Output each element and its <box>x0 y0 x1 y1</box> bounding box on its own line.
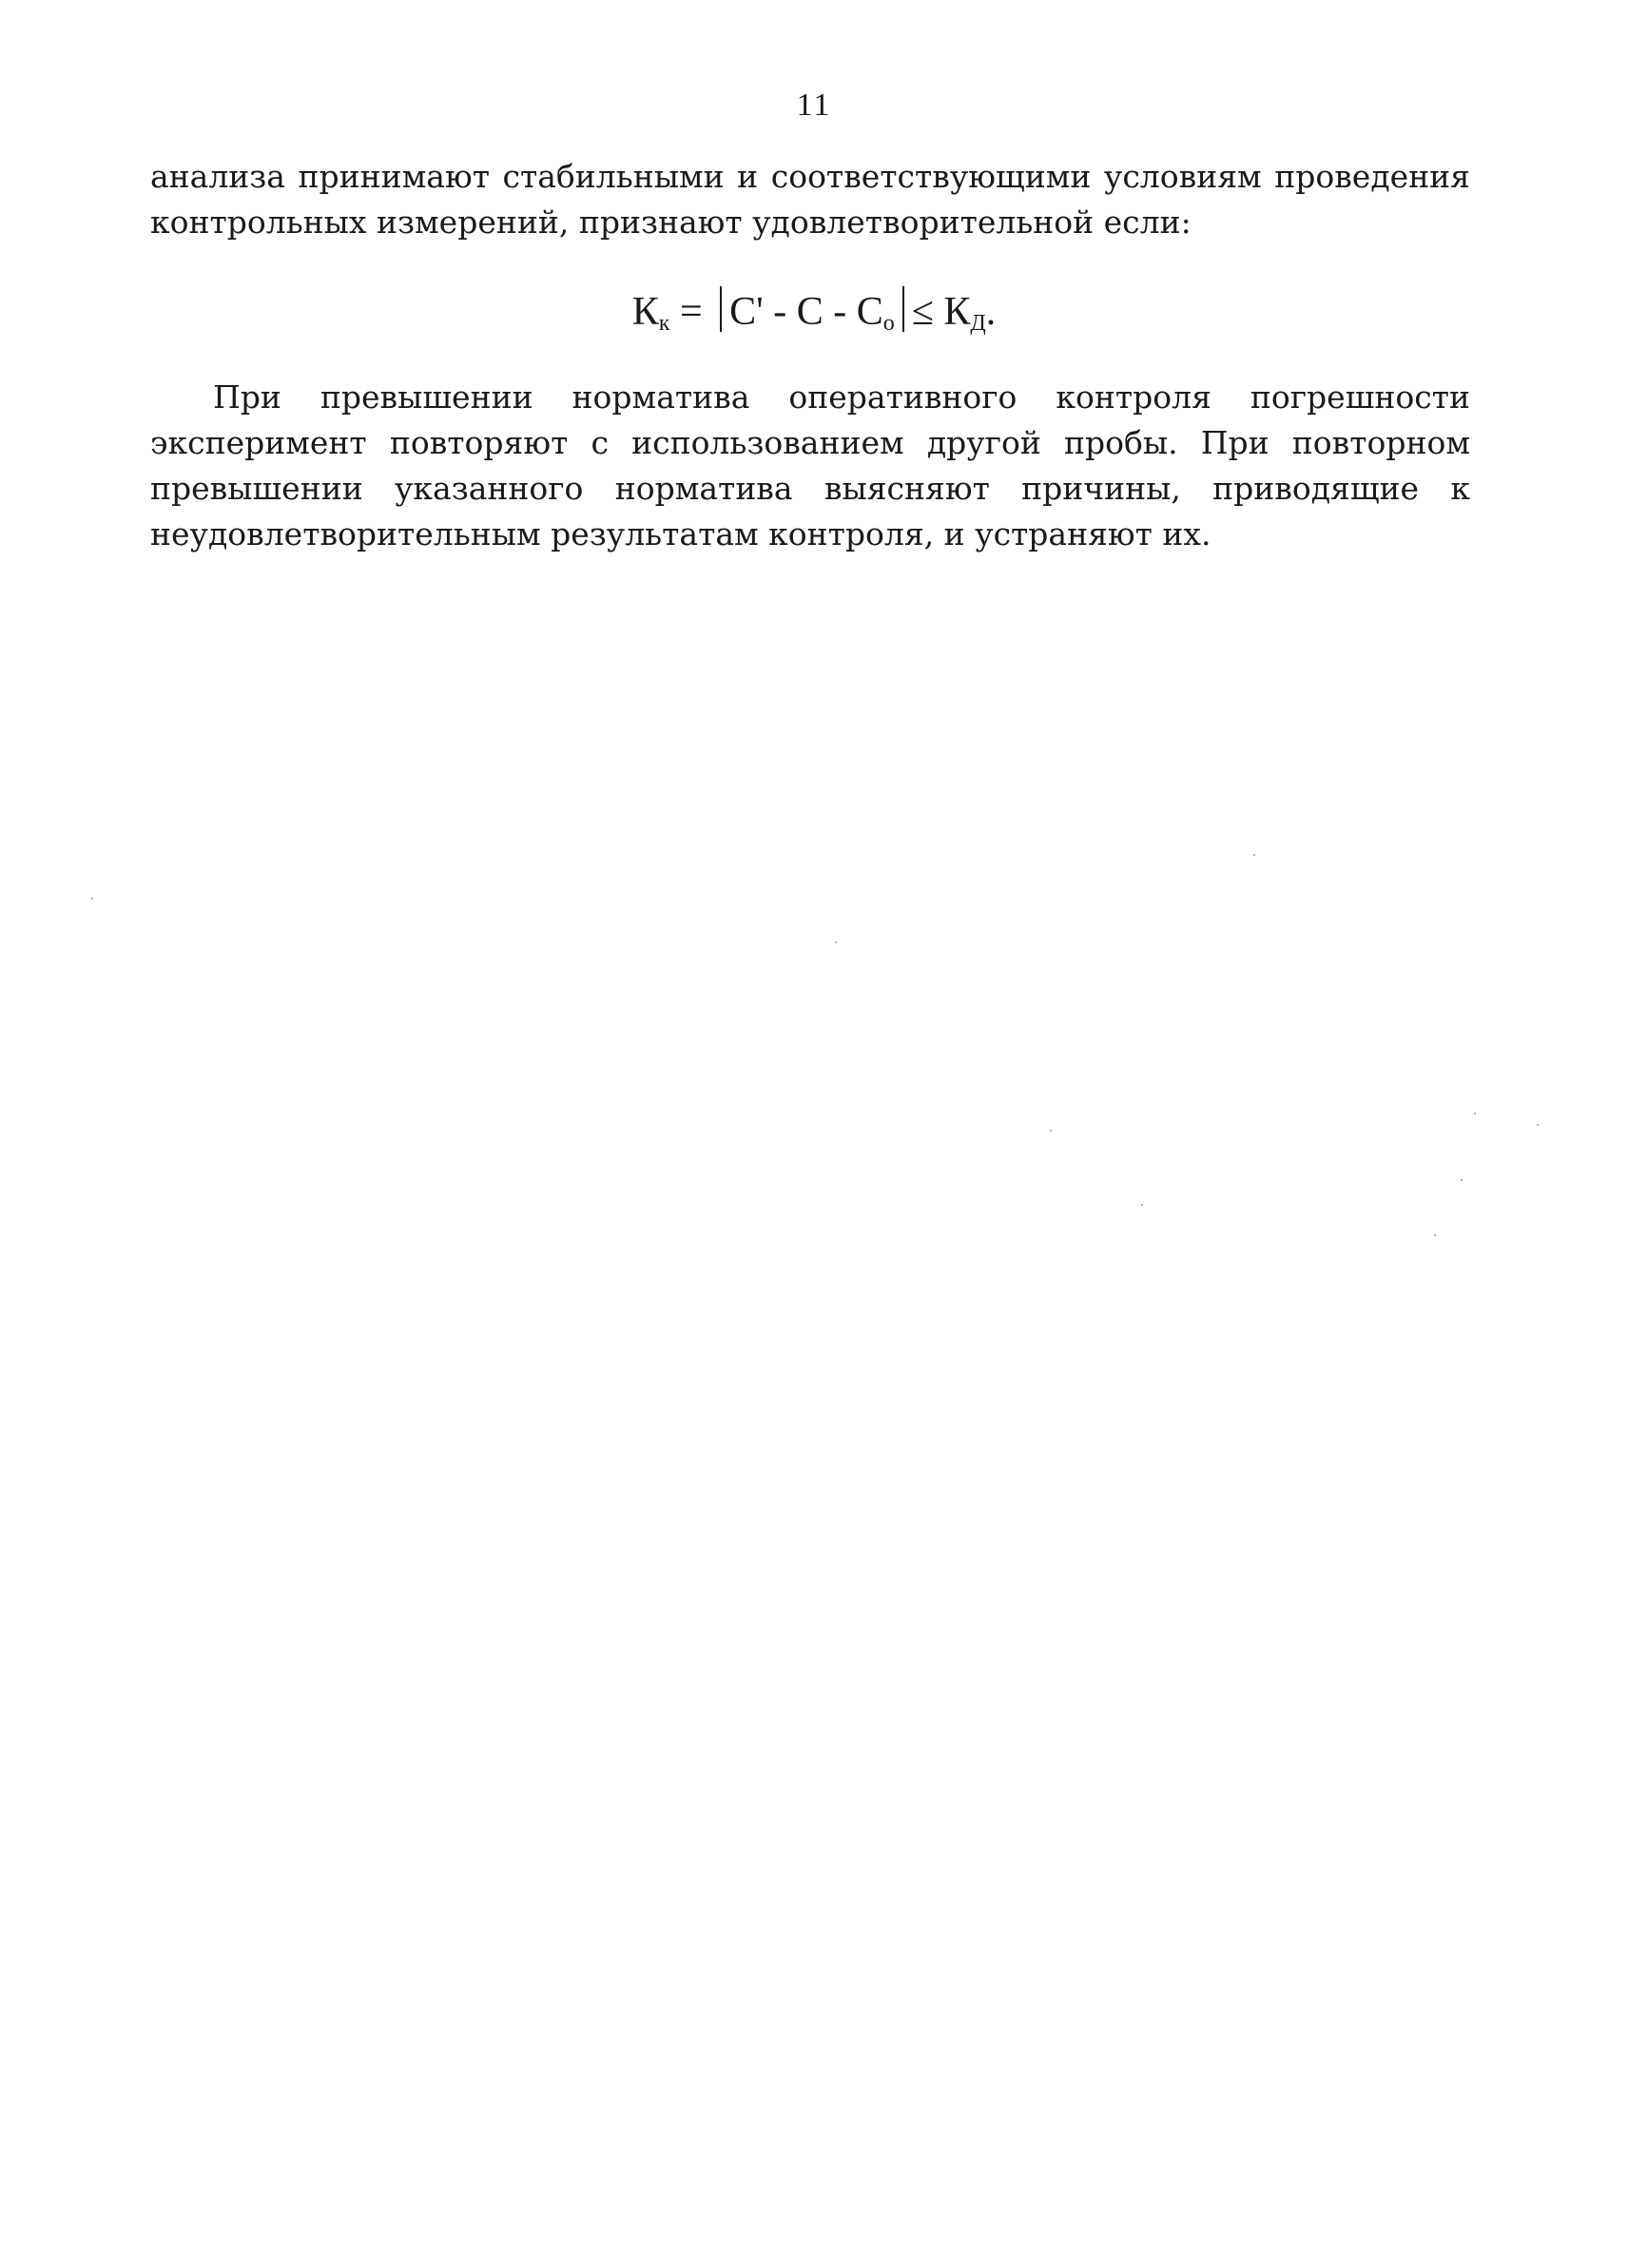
formula-end: . <box>985 290 997 334</box>
formula <box>0 283 1628 352</box>
paragraph-1: анализа принимают стабильными и соответствующими условиям проведения контрольных измерений, признают удовлетворительной если: <box>150 158 1470 241</box>
formula-minus: - <box>773 290 787 334</box>
scan-speck <box>1141 1204 1143 1206</box>
scan-speck <box>1253 854 1255 856</box>
scan-speck <box>1050 1130 1052 1132</box>
formula-rhs: К <box>943 290 971 334</box>
page-number: 11 <box>796 87 832 123</box>
formula-equals: = <box>679 290 703 334</box>
abs-bar-left <box>720 286 722 332</box>
formula-term-c-prime: С' <box>729 290 764 334</box>
formula-term-c-zero-subscript: о <box>882 311 895 336</box>
formula-term-c: С <box>796 290 824 334</box>
paragraph-2: При превышении норматива оперативного контроля погрешности эксперимент повторяют с использованием другой пробы. При повторном превышении указанного норматива выясняют причины, приводящие к неудовлетворительным результатам контроля, и устраняют их. <box>150 378 1470 552</box>
scan-speck <box>91 898 93 900</box>
abs-bar-right <box>902 286 904 332</box>
formula-lhs: К <box>631 290 659 334</box>
scan-speck <box>835 941 837 943</box>
formula-term-c-zero: С <box>856 290 883 334</box>
scan-speck <box>1537 1124 1539 1126</box>
scan-speck <box>1461 1179 1463 1181</box>
scan-speck <box>1434 1234 1436 1236</box>
formula-lhs-subscript: к <box>658 311 670 336</box>
formula-rhs-subscript: Д <box>970 311 986 336</box>
scan-speck <box>1474 1113 1476 1115</box>
formula-minus: - <box>833 290 847 334</box>
formula-relation: ≤ <box>911 290 934 334</box>
